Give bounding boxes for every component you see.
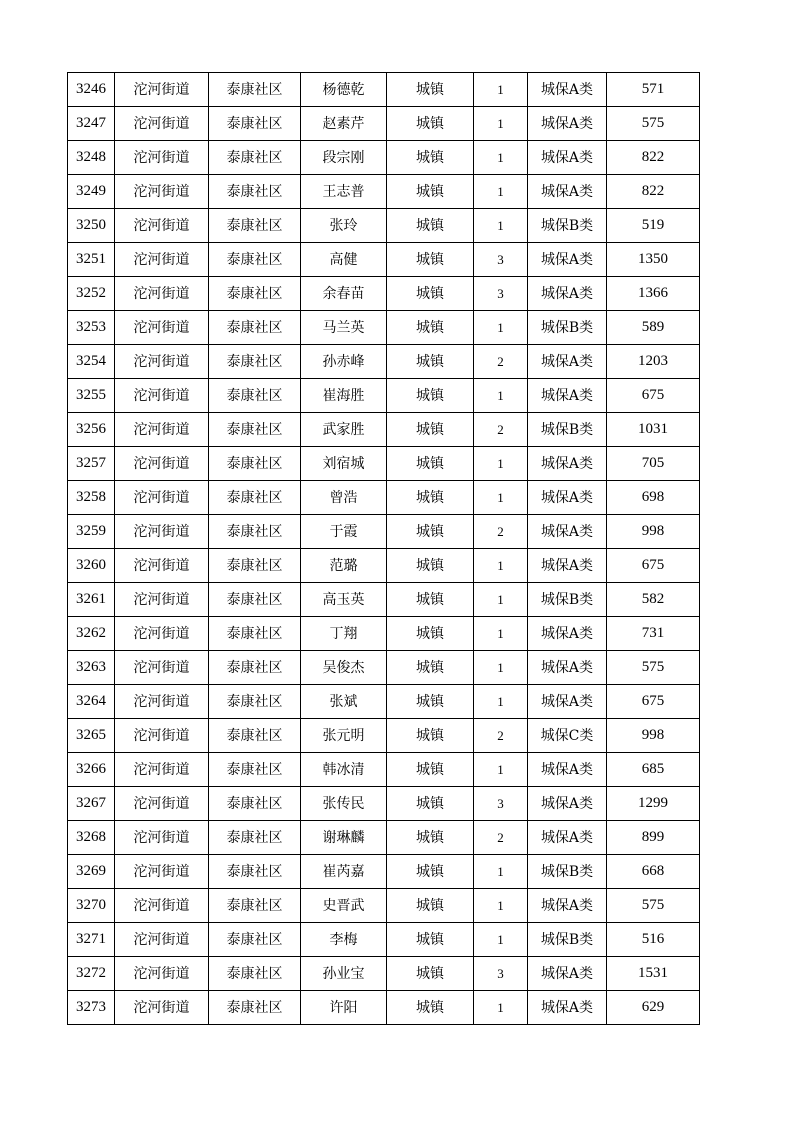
cell-category: 城保A类	[528, 515, 607, 549]
cell-name: 余春苗	[301, 277, 387, 311]
table-row	[68, 753, 700, 787]
cell-id: 3271	[68, 923, 115, 957]
cell-area: 城镇	[387, 753, 474, 787]
cell-amount: 516	[607, 923, 700, 957]
cell-name: 张玲	[301, 209, 387, 243]
cell-category: 城保B类	[528, 413, 607, 447]
cell-id: 3261	[68, 583, 115, 617]
cell-street: 沱河街道	[115, 175, 209, 209]
cell-amount: 629	[607, 991, 700, 1025]
cell-community: 泰康社区	[209, 787, 301, 821]
cell-street: 沱河街道	[115, 515, 209, 549]
cell-count: 2	[474, 413, 528, 447]
cell-community: 泰康社区	[209, 889, 301, 923]
cell-count: 1	[474, 379, 528, 413]
cell-count: 1	[474, 583, 528, 617]
cell-count: 2	[474, 821, 528, 855]
cell-id: 3272	[68, 957, 115, 991]
cell-street: 沱河街道	[115, 481, 209, 515]
cell-community: 泰康社区	[209, 923, 301, 957]
cell-name: 刘宿城	[301, 447, 387, 481]
cell-id: 3260	[68, 549, 115, 583]
cell-area: 城镇	[387, 821, 474, 855]
cell-street: 沱河街道	[115, 719, 209, 753]
table-row	[68, 243, 700, 277]
cell-category: 城保C类	[528, 719, 607, 753]
cell-count: 2	[474, 515, 528, 549]
cell-community: 泰康社区	[209, 821, 301, 855]
cell-amount: 822	[607, 141, 700, 175]
table-row	[68, 685, 700, 719]
cell-community: 泰康社区	[209, 515, 301, 549]
cell-amount: 1350	[607, 243, 700, 277]
table-row	[68, 277, 700, 311]
cell-community: 泰康社区	[209, 107, 301, 141]
cell-area: 城镇	[387, 549, 474, 583]
cell-area: 城镇	[387, 685, 474, 719]
cell-count: 1	[474, 991, 528, 1025]
cell-community: 泰康社区	[209, 379, 301, 413]
cell-community: 泰康社区	[209, 617, 301, 651]
cell-community: 泰康社区	[209, 209, 301, 243]
cell-category: 城保A类	[528, 821, 607, 855]
table-row	[68, 447, 700, 481]
cell-amount: 899	[607, 821, 700, 855]
cell-community: 泰康社区	[209, 413, 301, 447]
cell-amount: 582	[607, 583, 700, 617]
cell-area: 城镇	[387, 719, 474, 753]
cell-count: 1	[474, 685, 528, 719]
cell-amount: 1366	[607, 277, 700, 311]
cell-id: 3250	[68, 209, 115, 243]
cell-id: 3247	[68, 107, 115, 141]
cell-name: 孙赤峰	[301, 345, 387, 379]
cell-community: 泰康社区	[209, 685, 301, 719]
cell-name: 崔海胜	[301, 379, 387, 413]
cell-name: 史晋武	[301, 889, 387, 923]
cell-name: 张元明	[301, 719, 387, 753]
cell-amount: 705	[607, 447, 700, 481]
cell-area: 城镇	[387, 991, 474, 1025]
cell-street: 沱河街道	[115, 617, 209, 651]
cell-area: 城镇	[387, 141, 474, 175]
cell-name: 高玉英	[301, 583, 387, 617]
cell-name: 吴俊杰	[301, 651, 387, 685]
cell-community: 泰康社区	[209, 243, 301, 277]
cell-street: 沱河街道	[115, 549, 209, 583]
cell-count: 1	[474, 73, 528, 107]
cell-category: 城保A类	[528, 617, 607, 651]
cell-community: 泰康社区	[209, 175, 301, 209]
cell-category: 城保A类	[528, 175, 607, 209]
cell-category: 城保A类	[528, 481, 607, 515]
cell-category: 城保A类	[528, 277, 607, 311]
cell-category: 城保A类	[528, 379, 607, 413]
cell-name: 段宗刚	[301, 141, 387, 175]
cell-community: 泰康社区	[209, 447, 301, 481]
cell-category: 城保A类	[528, 685, 607, 719]
cell-count: 1	[474, 311, 528, 345]
roster-body	[68, 73, 700, 1025]
cell-amount: 822	[607, 175, 700, 209]
cell-id: 3273	[68, 991, 115, 1025]
cell-street: 沱河街道	[115, 685, 209, 719]
cell-amount: 685	[607, 753, 700, 787]
cell-amount: 675	[607, 379, 700, 413]
cell-amount: 998	[607, 719, 700, 753]
cell-community: 泰康社区	[209, 855, 301, 889]
cell-area: 城镇	[387, 447, 474, 481]
cell-area: 城镇	[387, 243, 474, 277]
cell-count: 1	[474, 209, 528, 243]
table-row	[68, 515, 700, 549]
cell-category: 城保B类	[528, 209, 607, 243]
cell-amount: 575	[607, 107, 700, 141]
table-row	[68, 175, 700, 209]
cell-street: 沱河街道	[115, 243, 209, 277]
cell-id: 3259	[68, 515, 115, 549]
cell-area: 城镇	[387, 481, 474, 515]
table-row	[68, 141, 700, 175]
cell-amount: 575	[607, 889, 700, 923]
cell-id: 3252	[68, 277, 115, 311]
cell-amount: 675	[607, 685, 700, 719]
cell-count: 2	[474, 719, 528, 753]
cell-street: 沱河街道	[115, 311, 209, 345]
cell-community: 泰康社区	[209, 753, 301, 787]
cell-street: 沱河街道	[115, 753, 209, 787]
cell-street: 沱河街道	[115, 447, 209, 481]
cell-name: 张传民	[301, 787, 387, 821]
cell-area: 城镇	[387, 651, 474, 685]
cell-community: 泰康社区	[209, 311, 301, 345]
cell-count: 1	[474, 107, 528, 141]
cell-category: 城保A类	[528, 651, 607, 685]
cell-count: 1	[474, 651, 528, 685]
cell-category: 城保B类	[528, 311, 607, 345]
cell-name: 谢琳麟	[301, 821, 387, 855]
table-row	[68, 107, 700, 141]
cell-community: 泰康社区	[209, 583, 301, 617]
cell-amount: 1203	[607, 345, 700, 379]
cell-category: 城保B类	[528, 923, 607, 957]
cell-area: 城镇	[387, 277, 474, 311]
cell-community: 泰康社区	[209, 73, 301, 107]
cell-id: 3266	[68, 753, 115, 787]
table-row	[68, 583, 700, 617]
table-row	[68, 73, 700, 107]
cell-count: 3	[474, 787, 528, 821]
cell-street: 沱河街道	[115, 209, 209, 243]
cell-community: 泰康社区	[209, 957, 301, 991]
table-row	[68, 617, 700, 651]
cell-name: 高健	[301, 243, 387, 277]
cell-name: 韩冰清	[301, 753, 387, 787]
cell-category: 城保B类	[528, 855, 607, 889]
cell-area: 城镇	[387, 583, 474, 617]
cell-area: 城镇	[387, 379, 474, 413]
cell-id: 3251	[68, 243, 115, 277]
cell-count: 1	[474, 617, 528, 651]
table-row	[68, 719, 700, 753]
cell-street: 沱河街道	[115, 73, 209, 107]
cell-count: 1	[474, 923, 528, 957]
table-row	[68, 821, 700, 855]
table-row	[68, 379, 700, 413]
table-row	[68, 345, 700, 379]
cell-area: 城镇	[387, 209, 474, 243]
cell-area: 城镇	[387, 345, 474, 379]
cell-area: 城镇	[387, 413, 474, 447]
cell-category: 城保A类	[528, 991, 607, 1025]
cell-category: 城保A类	[528, 345, 607, 379]
cell-name: 于霞	[301, 515, 387, 549]
table-row	[68, 957, 700, 991]
cell-amount: 1299	[607, 787, 700, 821]
cell-community: 泰康社区	[209, 141, 301, 175]
cell-id: 3254	[68, 345, 115, 379]
cell-community: 泰康社区	[209, 345, 301, 379]
cell-category: 城保A类	[528, 73, 607, 107]
cell-amount: 571	[607, 73, 700, 107]
cell-id: 3257	[68, 447, 115, 481]
cell-id: 3256	[68, 413, 115, 447]
table-row	[68, 855, 700, 889]
cell-id: 3258	[68, 481, 115, 515]
cell-name: 武家胜	[301, 413, 387, 447]
table-row	[68, 413, 700, 447]
cell-id: 3246	[68, 73, 115, 107]
cell-name: 杨德乾	[301, 73, 387, 107]
cell-count: 3	[474, 957, 528, 991]
cell-area: 城镇	[387, 923, 474, 957]
cell-count: 3	[474, 277, 528, 311]
cell-street: 沱河街道	[115, 141, 209, 175]
cell-area: 城镇	[387, 515, 474, 549]
cell-name: 张斌	[301, 685, 387, 719]
cell-name: 李梅	[301, 923, 387, 957]
cell-name: 孙业宝	[301, 957, 387, 991]
cell-community: 泰康社区	[209, 277, 301, 311]
cell-count: 1	[474, 141, 528, 175]
cell-id: 3265	[68, 719, 115, 753]
cell-id: 3249	[68, 175, 115, 209]
cell-id: 3255	[68, 379, 115, 413]
cell-amount: 519	[607, 209, 700, 243]
cell-count: 1	[474, 753, 528, 787]
cell-community: 泰康社区	[209, 481, 301, 515]
roster-table	[67, 72, 700, 1025]
cell-amount: 668	[607, 855, 700, 889]
cell-street: 沱河街道	[115, 413, 209, 447]
cell-name: 王志普	[301, 175, 387, 209]
cell-id: 3269	[68, 855, 115, 889]
cell-area: 城镇	[387, 617, 474, 651]
cell-category: 城保A类	[528, 957, 607, 991]
cell-category: 城保A类	[528, 753, 607, 787]
cell-area: 城镇	[387, 957, 474, 991]
cell-category: 城保A类	[528, 787, 607, 821]
cell-name: 范璐	[301, 549, 387, 583]
cell-area: 城镇	[387, 311, 474, 345]
cell-id: 3248	[68, 141, 115, 175]
cell-count: 1	[474, 855, 528, 889]
cell-count: 1	[474, 481, 528, 515]
cell-count: 2	[474, 345, 528, 379]
cell-id: 3262	[68, 617, 115, 651]
cell-amount: 998	[607, 515, 700, 549]
cell-street: 沱河街道	[115, 345, 209, 379]
cell-category: 城保B类	[528, 583, 607, 617]
cell-id: 3268	[68, 821, 115, 855]
cell-category: 城保A类	[528, 549, 607, 583]
cell-street: 沱河街道	[115, 923, 209, 957]
cell-street: 沱河街道	[115, 855, 209, 889]
cell-category: 城保A类	[528, 243, 607, 277]
cell-community: 泰康社区	[209, 549, 301, 583]
cell-street: 沱河街道	[115, 107, 209, 141]
cell-name: 曾浩	[301, 481, 387, 515]
cell-amount: 1531	[607, 957, 700, 991]
cell-area: 城镇	[387, 855, 474, 889]
cell-amount: 731	[607, 617, 700, 651]
cell-name: 崔芮嘉	[301, 855, 387, 889]
cell-amount: 675	[607, 549, 700, 583]
cell-id: 3264	[68, 685, 115, 719]
cell-amount: 698	[607, 481, 700, 515]
cell-street: 沱河街道	[115, 379, 209, 413]
cell-category: 城保A类	[528, 141, 607, 175]
cell-count: 1	[474, 175, 528, 209]
cell-street: 沱河街道	[115, 583, 209, 617]
cell-street: 沱河街道	[115, 277, 209, 311]
table-row	[68, 991, 700, 1025]
cell-area: 城镇	[387, 889, 474, 923]
cell-amount: 575	[607, 651, 700, 685]
cell-amount: 589	[607, 311, 700, 345]
cell-count: 1	[474, 549, 528, 583]
cell-category: 城保A类	[528, 889, 607, 923]
table-row	[68, 923, 700, 957]
table-row	[68, 787, 700, 821]
cell-id: 3270	[68, 889, 115, 923]
table-row	[68, 651, 700, 685]
cell-name: 丁翔	[301, 617, 387, 651]
cell-community: 泰康社区	[209, 991, 301, 1025]
cell-amount: 1031	[607, 413, 700, 447]
cell-community: 泰康社区	[209, 651, 301, 685]
cell-count: 1	[474, 889, 528, 923]
cell-street: 沱河街道	[115, 957, 209, 991]
cell-name: 赵素芹	[301, 107, 387, 141]
table-row	[68, 889, 700, 923]
cell-street: 沱河街道	[115, 787, 209, 821]
cell-count: 3	[474, 243, 528, 277]
cell-category: 城保A类	[528, 107, 607, 141]
table-row	[68, 481, 700, 515]
cell-name: 许阳	[301, 991, 387, 1025]
cell-area: 城镇	[387, 107, 474, 141]
table-row	[68, 549, 700, 583]
cell-area: 城镇	[387, 787, 474, 821]
cell-category: 城保A类	[528, 447, 607, 481]
cell-street: 沱河街道	[115, 821, 209, 855]
table-row	[68, 209, 700, 243]
cell-name: 马兰英	[301, 311, 387, 345]
cell-count: 1	[474, 447, 528, 481]
cell-area: 城镇	[387, 175, 474, 209]
cell-id: 3263	[68, 651, 115, 685]
cell-street: 沱河街道	[115, 991, 209, 1025]
table-row	[68, 311, 700, 345]
cell-community: 泰康社区	[209, 719, 301, 753]
cell-area: 城镇	[387, 73, 474, 107]
cell-street: 沱河街道	[115, 651, 209, 685]
cell-id: 3267	[68, 787, 115, 821]
cell-id: 3253	[68, 311, 115, 345]
cell-street: 沱河街道	[115, 889, 209, 923]
